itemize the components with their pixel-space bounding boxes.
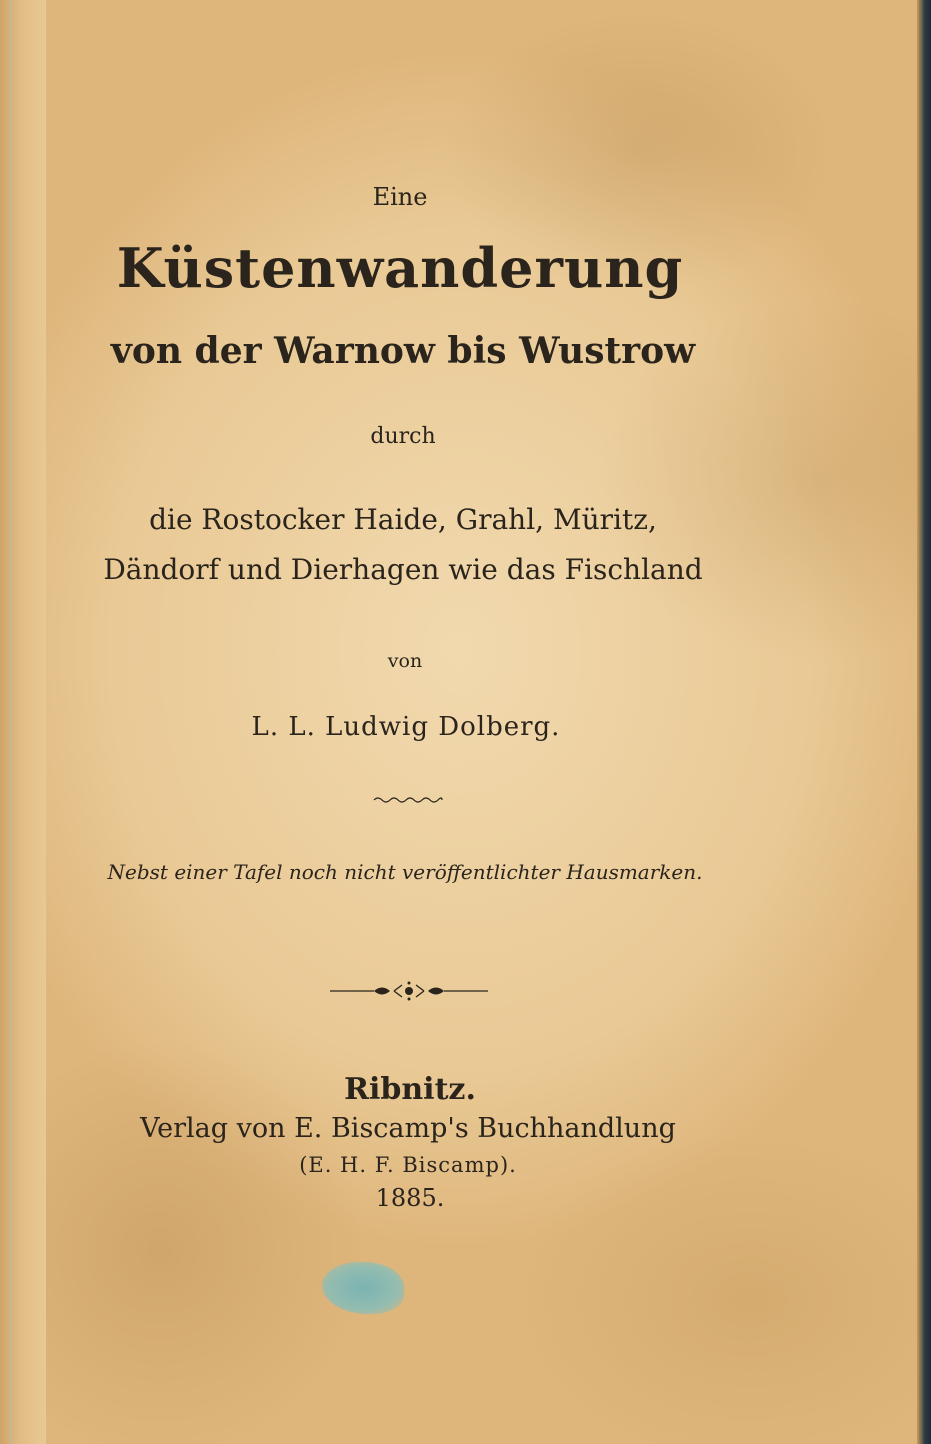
publisher-parenthetical: (E. H. F. Biscamp).	[299, 1153, 517, 1177]
connector-durch: durch	[370, 424, 436, 449]
places-line-2: Dändorf und Dierhagen wie das Fischland	[103, 553, 703, 586]
book-subtitle: von der Warnow bis Wustrow	[110, 330, 696, 372]
publisher-line: Verlag von E. Biscamp's Buchhandlung	[140, 1113, 676, 1144]
book-title: Küstenwanderung	[116, 236, 684, 300]
connector-von: von	[387, 650, 423, 672]
page-right-edge	[917, 0, 931, 1444]
wavy-rule-ornament	[372, 794, 444, 806]
places-line-1: die Rostocker Haide, Grahl, Müritz,	[149, 503, 657, 536]
plate-note: Nebst einer Tafel noch nicht veröffentlichter Hausmarken.	[107, 860, 703, 884]
floral-rule-ornament	[328, 980, 490, 1002]
author-name: L. L. Ludwig Dolberg.	[251, 712, 561, 742]
publication-city: Ribnitz.	[344, 1072, 476, 1107]
title-prefix: Eine	[372, 183, 428, 211]
publication-year: 1885.	[375, 1184, 445, 1212]
water-stain	[322, 1262, 404, 1314]
